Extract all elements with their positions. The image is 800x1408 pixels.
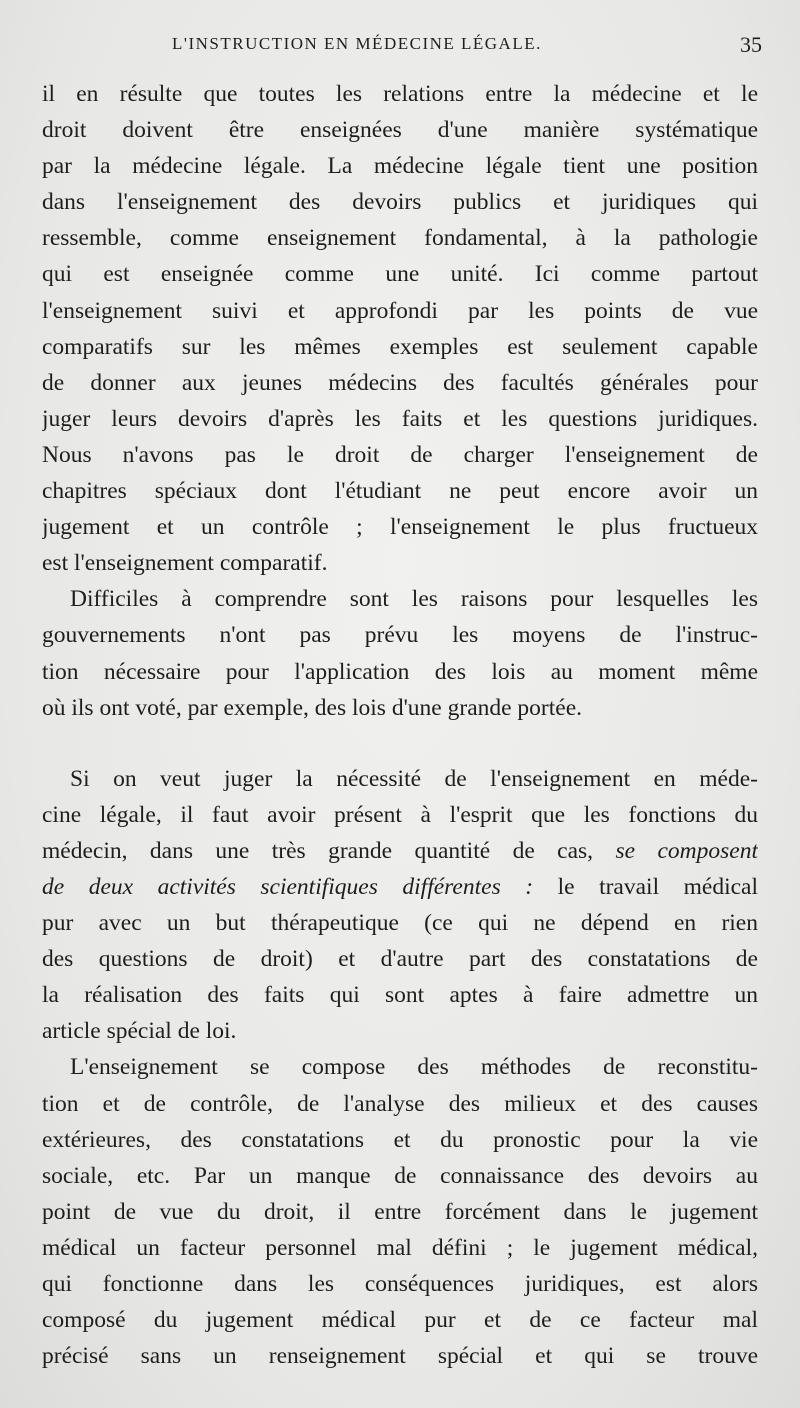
- running-header: [42, 32, 762, 62]
- paragraph-4: [42, 1049, 758, 1374]
- text-segment: médecin, dans une très grande quantité de cas,: [42, 837, 594, 864]
- text-line: qui est enseignée comme une unité. Ici comme partout: [42, 261, 758, 288]
- text-line: par la médecine légale. La médecine légale tient une position: [42, 153, 758, 180]
- text-line: il en résulte que toutes les relations entre la médecine et le: [42, 81, 758, 107]
- text-line: chapitres spéciaux dont l'étudiant ne peut encore avoir un: [42, 478, 758, 505]
- text-line: juger leurs devoirs d'après les faits et les questions juridiques.: [42, 405, 758, 432]
- text-line: est l'enseignement comparatif.: [42, 550, 328, 577]
- text-line: pur avec un but thérapeutique (ce qui ne dépend en rien: [42, 910, 758, 937]
- body-text: [42, 76, 758, 1374]
- text-line: L'enseignement se compose des méthodes de reconstitu-: [70, 1054, 758, 1081]
- text-line: de donner aux jeunes médecins des facultés générales pour: [42, 369, 758, 396]
- paragraph-3: [42, 761, 758, 1050]
- paragraph-spacer: [42, 726, 758, 761]
- text-line: droit doivent être enseignées d'une manière systématique: [42, 117, 758, 144]
- text-line: tion et de contrôle, de l'analyse des milieux et des causes: [42, 1090, 758, 1117]
- running-title: L'INSTRUCTION EN MÉDECINE LÉGALE.: [172, 34, 542, 53]
- text-line: où ils ont voté, par exemple, des lois d'une grande portée.: [42, 694, 583, 721]
- text-line: Difficiles à comprendre sont les raisons pour lesquelles les: [70, 586, 758, 613]
- italic-phrase: de deux activités scientifiques différentes :: [42, 873, 534, 900]
- text-line: l'enseignement suivi et approfondi par les points de vue: [42, 297, 758, 324]
- text-line: cine légale, il faut avoir présent à l'esprit que les fonctions du: [42, 801, 758, 828]
- text-line: article spécial de loi.: [42, 1018, 237, 1045]
- text-line: Si on veut juger la nécessité de l'enseignement en méde-: [70, 765, 758, 792]
- text-line: Nous n'avons pas le droit de charger l'enseignement de: [42, 441, 758, 468]
- text-line: point de vue du droit, il entre forcément dans le jugement: [42, 1198, 758, 1225]
- paragraph-1: [42, 76, 758, 581]
- page-number: 35: [740, 32, 762, 57]
- text-line: la réalisation des faits qui sont aptes à faire admettre un: [42, 982, 758, 1009]
- text-line: gouvernements n'ont pas prévu les moyens de l'instruc-: [42, 622, 758, 649]
- text-line: composé du jugement médical pur et de ce facteur mal: [42, 1307, 758, 1334]
- text-line-with-italic: [42, 869, 758, 905]
- text-line-with-italic: [42, 833, 758, 869]
- text-line: sociale, etc. Par un manque de connaissance des devoirs au: [42, 1162, 758, 1189]
- text-line: comparatifs sur les mêmes exemples est seulement capable: [42, 333, 758, 360]
- text-line: dans l'enseignement des devoirs publics et juridiques qui: [42, 189, 758, 216]
- text-line: des questions de droit) et d'autre part des constatations de: [42, 946, 758, 973]
- text-line: tion nécessaire pour l'application des lois au moment même: [42, 658, 758, 685]
- text-segment: le travail médical: [557, 873, 758, 900]
- text-line: médical un facteur personnel mal défini ; le jugement médical,: [42, 1234, 758, 1261]
- italic-phrase: se composent: [615, 837, 758, 864]
- text-line: précisé sans un renseignement spécial et qui se trouve: [42, 1343, 758, 1370]
- text-line: ressemble, comme enseignement fondamental, à la pathologie: [42, 225, 758, 252]
- text-line: qui fonctionne dans les conséquences juridiques, est alors: [42, 1271, 758, 1297]
- text-line: jugement et un contrôle ; l'enseignement le plus fructueux: [42, 514, 758, 541]
- text-line: extérieures, des constatations et du pronostic pour la vie: [42, 1126, 758, 1153]
- paragraph-2: [42, 581, 758, 725]
